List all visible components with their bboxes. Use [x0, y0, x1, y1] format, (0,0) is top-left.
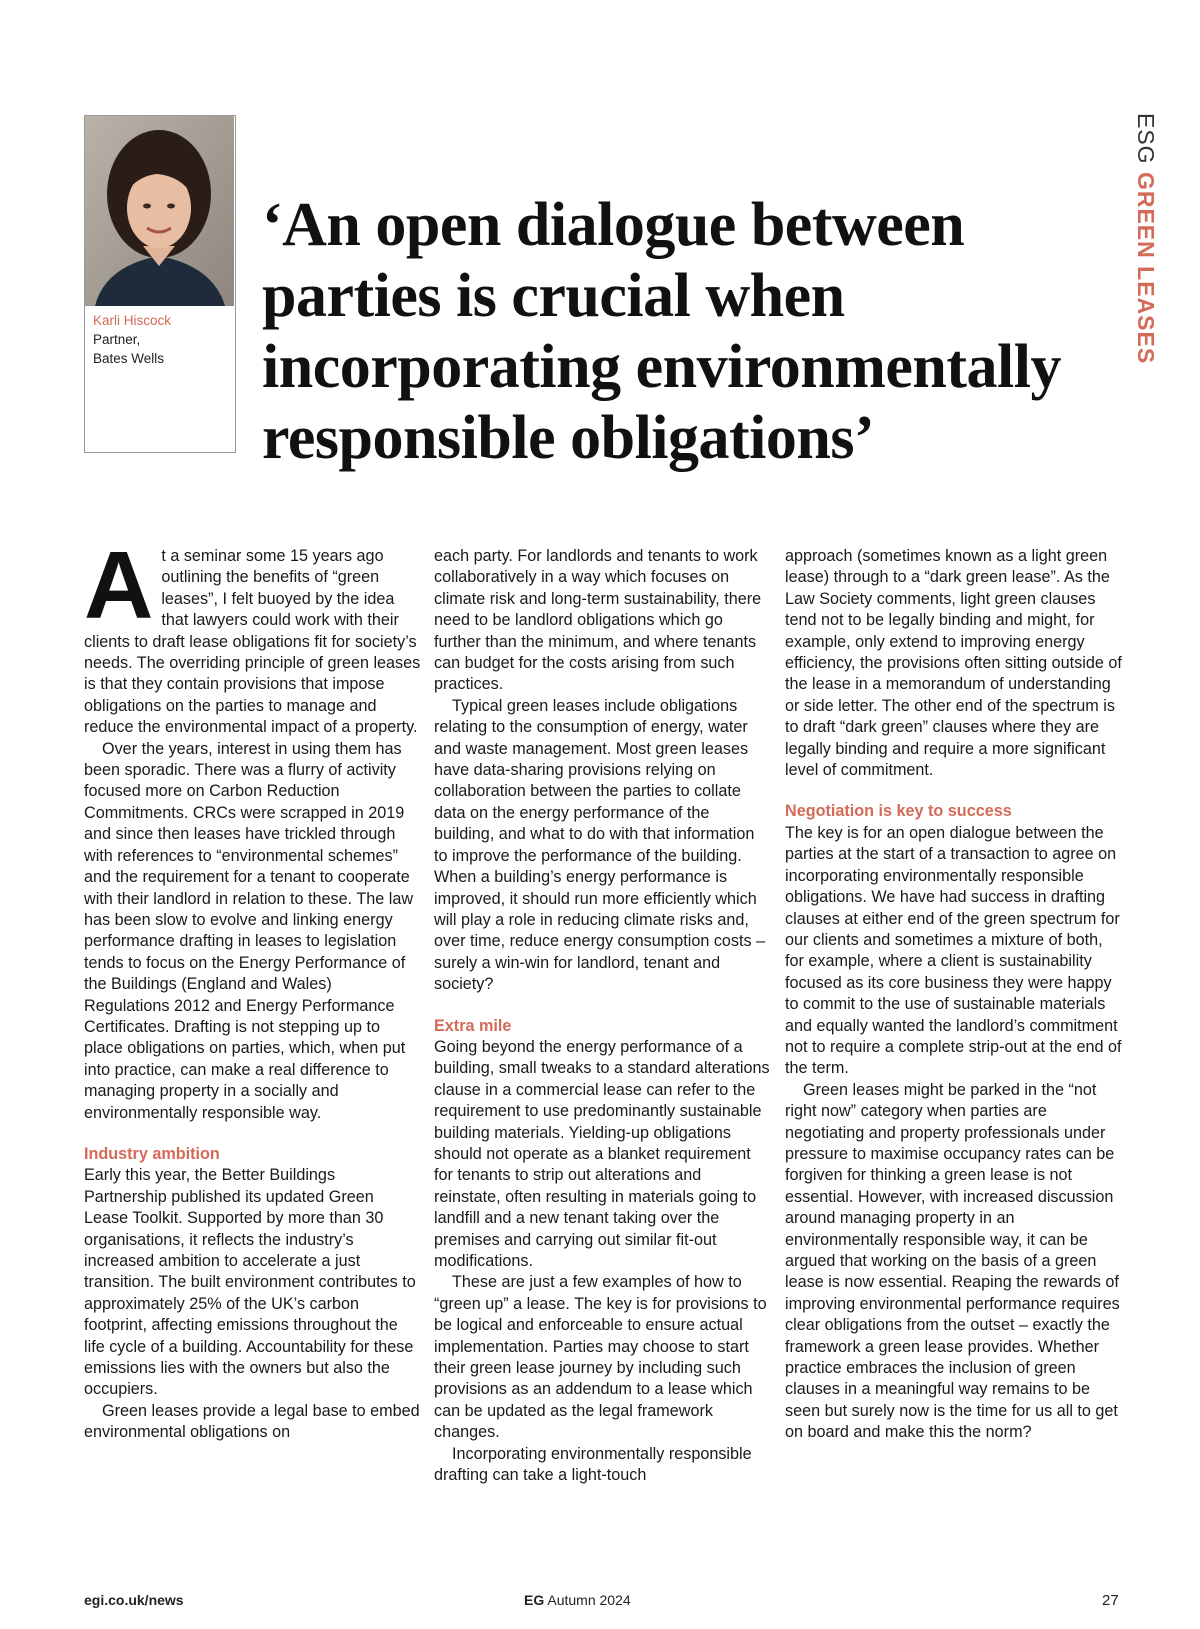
- footer-brand: EG: [524, 1592, 545, 1608]
- section-topic: GREEN LEASES: [1133, 171, 1159, 365]
- paragraph: Typical green leases include obligations relating to the consumption of energy, water and waste management. Most green leases have data-sharing provisions relying on collaboration between the parties to collate data on the energy performance of the building, and what to do with that information to improve the performance of the building. When a building’s energy performance is improved, it should run more efficiently which will play a role in reducing climate risks and, over time, reduce energy consumption costs – surely a win-win for landlord, tenant and society?: [434, 696, 766, 994]
- drop-cap: A: [84, 532, 154, 639]
- author-caption: [93, 311, 171, 368]
- paragraph: Over the years, interest in using them has been sporadic. There was a flurry of activity focused more on Carbon Reduction Commitments. CRCs were scrapped in 2019 and since then leases have trickled through with references to “environmental schemes” and the requirement for a tenant to cooperate with their landlord in relation to these. The law has been slow to evolve and linking energy performance drafting in leases to legislation tends to focus on the Energy Performance of the Buildings (England and Wales) Regulations 2012 and Energy Performance Certificates. Drafting is not stepping up to place obligations on parties, which, when put into practice, can make a real difference to managing property in a socially and environmentally responsible way.: [84, 739, 414, 1122]
- paragraph: These are just a few examples of how to “green up” a lease. The key is for provisions to be logical and enforceable to ensure actual implementation. Parties may choose to start their green lease journey by including such provisions as an addendum to a lease which can be updated as the legal framework changes.: [434, 1273, 767, 1442]
- paragraph: Early this year, the Better Buildings Partnership published its updated Green Lease Toolkit. Supported by more than 30 organisations, it reflects the industry’s increased ambition to accelerate a just transition. The built environment contributes to approximately 25% of the UK’s carbon footprint, affecting emissions throughout the life cycle of a building. Accountability for these emissions lies with the owners but also the occupiers.: [84, 1166, 416, 1399]
- section-label: [1132, 113, 1159, 364]
- author-title: Partner,: [93, 332, 141, 347]
- paragraph: Going beyond the energy performance of a building, small tweaks to a standard alterations clause in a commercial lease can refer to the requirement to use predominantly sustainable building materials. Yielding-up obligations should not operate as a blanket requirement for tenants to strip out alterations and reinstate, often resulting in materials going to landfill and a new tenant taking over the premises and carrying out similar fit-out modifications.: [434, 1037, 770, 1270]
- article-column-2: [434, 546, 771, 1486]
- subheading: Extra mile: [434, 1016, 512, 1035]
- author-name: Karli Hiscock: [93, 313, 172, 328]
- paragraph: Incorporating environmentally responsible drafting can take a light-touch: [434, 1444, 752, 1485]
- paragraph-text: t a seminar some 15 years ago outlining the benefits of “green leases”, I felt buoyed by the idea that lawyers could work with their clients to draft lease obligations fit for society’s needs. The overriding principle of green leases is that they contain provisions that impose obligations on the parties to manage and reduce the environmental impact of a property.: [84, 547, 421, 737]
- footer-url[interactable]: egi.co.uk/news: [84, 1592, 184, 1608]
- headline: ‘An open dialogue between parties is crucial when incorporating environmentally responsible obligations’: [262, 191, 1061, 472]
- page-number: 27: [1102, 1592, 1119, 1609]
- footer-issue-text: Autumn 2024: [547, 1592, 631, 1608]
- author-firm: Bates Wells: [93, 351, 165, 366]
- paragraph: Green leases provide a legal base to embed environmental obligations on: [84, 1401, 420, 1442]
- author-portrait: [85, 116, 234, 306]
- article-column-1: [84, 532, 421, 1444]
- author-box: [84, 115, 236, 453]
- subheading: Negotiation is key to success: [785, 802, 1012, 821]
- paragraph: The key is for an open dialogue between the parties at the start of a transaction to agree on incorporating environmentally responsible obligations. We have had success in drafting clauses at either end of the green spectrum for our clients and sometimes a mixture of both, for example, where a client is sustainability focused as its core business they were happy to commit to the use of sustainable materials and equally wanted the landlord’s commitment not to require a complete strip-out at the end of the term.: [785, 823, 1122, 1078]
- article-column-3: [785, 546, 1122, 1444]
- paragraph: [84, 532, 421, 739]
- section-esg: ESG: [1133, 113, 1159, 165]
- paragraph: Green leases might be parked in the “not right now” category when parties are negotiating and property professionals under pressure to maximise occupancy rates can be forgiven for thinking a green lease is not essential. However, with increased discussion around managing property in an environmentally responsible way, it can be argued that working on the basis of a green lease is now essential. Reaping the rewards of improving environmental performance requires clear obligations from the outset – exactly the framework a green lease provides. Whether practice embraces the inclusion of green clauses in a meaningful way remains to be seen but surely now is the time for us all to get on board and make this the norm?: [785, 1080, 1120, 1442]
- footer-issue: [524, 1592, 631, 1608]
- paragraph: approach (sometimes known as a light green lease) through to a “dark green lease”. As the Law Society comments, light green clauses tend not to be legally binding and might, for example, only extend to improving energy efficiency, the provisions often sitting outside of the lease in a memorandum of understanding or side letter. The other end of the spectrum is to draft “dark green” clauses where they are legally binding and require a more significant level of commitment.: [785, 547, 1122, 780]
- paragraph: each party. For landlords and tenants to work collaboratively in a way which focuses on climate risk and long-term sustainability, there need to be landlord obligations which go further than the minimum, and where tenants can budget for the costs arising from such practices.: [434, 547, 762, 694]
- subheading: Industry ambition: [84, 1144, 220, 1163]
